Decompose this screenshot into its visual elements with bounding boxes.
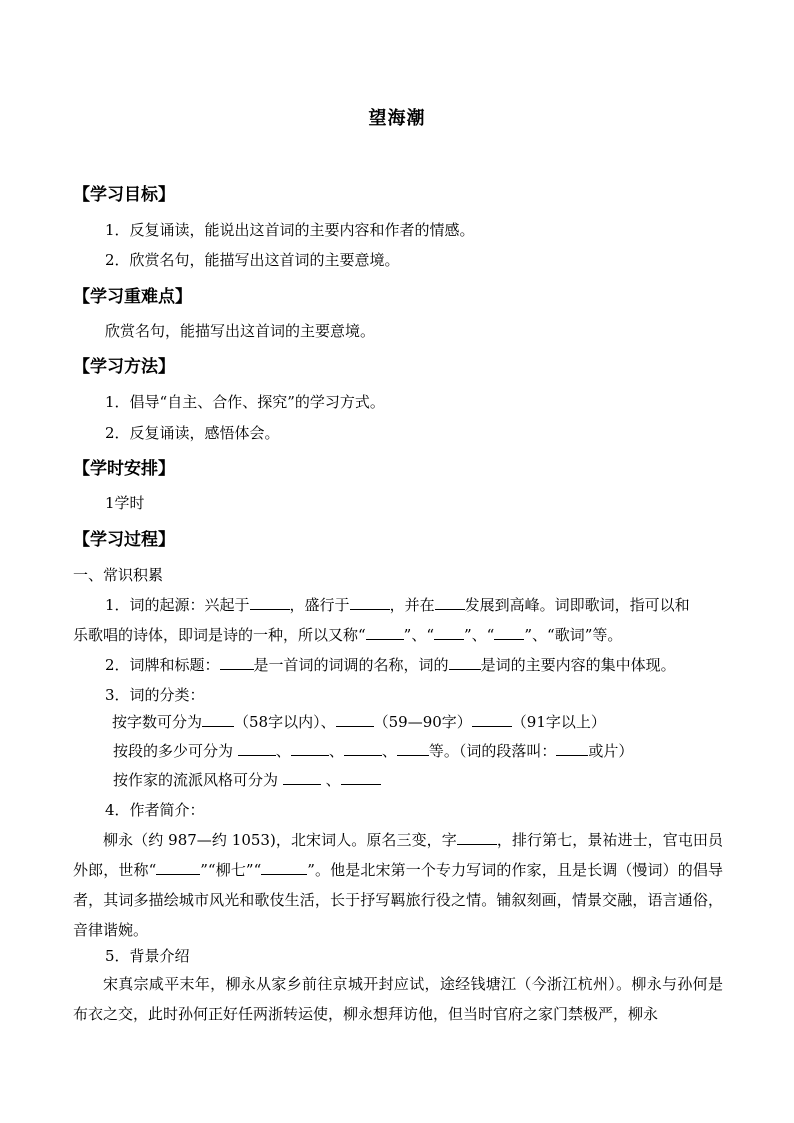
q1-text-a: 1．词的起源：兴起于 <box>105 596 250 614</box>
fill-blank[interactable] <box>435 595 465 610</box>
q1-text-g: ”、“ <box>464 626 495 644</box>
fill-blank[interactable] <box>341 770 381 785</box>
method-item-2: 2．反复诵读，感悟体会。 <box>105 424 280 442</box>
q4-title: 4．作者简介： <box>105 801 205 819</box>
q4-text: ”“柳七”“ <box>200 861 262 879</box>
q1-text-b: ，盛行于 <box>289 596 350 614</box>
fill-blank[interactable] <box>291 741 329 756</box>
heading-schedule: 【学时安排】 <box>73 459 175 479</box>
fill-blank[interactable] <box>202 712 234 727</box>
q5-paragraph: 宋真宗咸平末年，柳永从家乡前往京城开封应试，途经钱塘江（今浙江杭州）。柳永与孙何是布衣之交，此时孙何正好任两浙转运使，柳永想拜访他，但当时官府之家门禁极严，柳永 <box>73 975 723 1023</box>
q3-text: 、 <box>325 771 341 789</box>
q2-text-a: 2．词牌和标题： <box>105 656 220 674</box>
q1-text-c: ，并在 <box>389 596 435 614</box>
q2-text-b: 是一首词的词调的名称，词的 <box>253 656 449 674</box>
fill-blank[interactable] <box>472 712 512 727</box>
goal-item-1: 1．反复诵读，能说出这首词的主要内容和作者的情感。 <box>105 221 475 239</box>
fill-blank[interactable] <box>261 860 307 875</box>
q3-text: 、 <box>328 742 344 760</box>
fill-blank[interactable] <box>556 741 588 756</box>
q4-text: 柳永（约 987—约 1053)，北宋词人。原名三变，字 <box>103 831 457 849</box>
fill-blank[interactable] <box>350 595 390 610</box>
q4-paragraph <box>73 825 723 945</box>
fill-blank[interactable] <box>250 595 290 610</box>
part1-title: 一、常识积累 <box>73 566 164 584</box>
heading-process: 【学习过程】 <box>73 530 175 550</box>
q3-line-1 <box>112 712 606 732</box>
fill-blank[interactable] <box>156 860 200 875</box>
q1-text-f: ”、“ <box>403 626 435 644</box>
fill-blank[interactable] <box>449 655 481 670</box>
page-title: 望海潮 <box>368 108 426 129</box>
heading-methods: 【学习方法】 <box>73 357 175 377</box>
schedule-text: 1学时 <box>105 494 145 512</box>
q5-title: 5．背景介绍 <box>105 947 190 965</box>
fill-blank[interactable] <box>238 741 276 756</box>
goal-item-2: 2．欣赏名句，能描写出这首词的主要意境。 <box>105 251 400 269</box>
fill-blank[interactable] <box>494 625 524 640</box>
heading-key-points: 【学习重难点】 <box>73 287 192 307</box>
q4-text: ”。他是北宋第一个专力写词的作家，且是长调（慢词）的倡导者，其词多描绘城市风光和歌伎生活，长于抒写羁旅行役之情。铺叙刻画，情景交融，语言通俗，音律谐婉。 <box>73 861 723 939</box>
fill-blank[interactable] <box>344 741 382 756</box>
fill-blank[interactable] <box>336 712 374 727</box>
fill-blank[interactable] <box>220 655 254 670</box>
q3-text: 等。（词的段落叫： <box>428 742 557 760</box>
method-item-1: 1．倡导“自主、合作、探究”的学习方式。 <box>105 393 385 411</box>
q2-line <box>105 655 676 675</box>
q3-text: （59—90字） <box>373 713 472 731</box>
q3-text: （58字以内）、 <box>234 713 336 731</box>
q2-text-c: 是词的主要内容的集中体现。 <box>480 656 676 674</box>
fill-blank[interactable] <box>457 830 497 845</box>
q3-line-2 <box>113 741 633 761</box>
key-points-text: 欣赏名句，能描写出这首词的主要意境。 <box>105 322 376 340</box>
q3-text: 按字数可分为 <box>112 713 203 731</box>
q3-line-3 <box>113 770 381 790</box>
q1-line-1 <box>105 595 690 615</box>
q4-text: ，排行第七，景祐进士，官屯田员外郎，世称“ <box>73 831 723 879</box>
fill-blank[interactable] <box>434 625 464 640</box>
q1-text-e: 乐歌唱的诗体，即词是诗的一种，所以又称“ <box>73 626 366 644</box>
q3-text: （91字以上） <box>511 713 606 731</box>
q1-line-2 <box>73 625 622 645</box>
q3-title: 3．词的分类： <box>105 686 205 704</box>
q3-text: 按作家的流派风格可分为 <box>113 771 279 789</box>
fill-blank[interactable] <box>397 741 429 756</box>
fill-blank[interactable] <box>283 770 321 785</box>
q3-text: 按段的多少可分为 <box>113 742 234 760</box>
heading-goals: 【学习目标】 <box>73 185 175 205</box>
q3-text: 、 <box>275 742 291 760</box>
q3-text: 或片） <box>588 742 634 760</box>
q1-text-h: ”、“歌词”等。 <box>524 626 623 644</box>
q1-text-d: 发展到高峰。词即歌词，指可以和 <box>464 596 690 614</box>
q3-text: 、 <box>381 742 397 760</box>
fill-blank[interactable] <box>366 625 404 640</box>
